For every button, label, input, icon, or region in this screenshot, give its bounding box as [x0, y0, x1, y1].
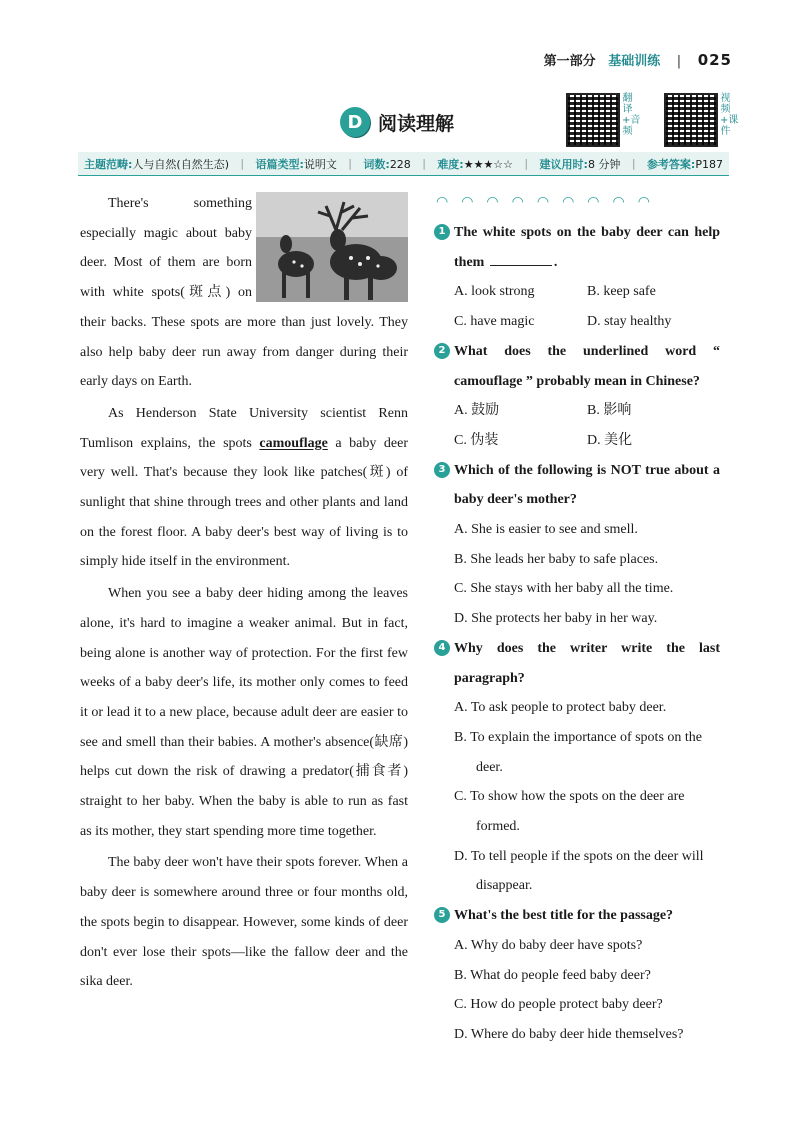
question-5-option-d[interactable]: D. Where do baby deer hide themselves?: [454, 1026, 684, 1042]
paragraph-4-text: The baby deer won't have their spots forever. When a baby deer is somewhere around three or four months old, the spots begin to disappear. However, some kinds of deer don't ever lose their spots—like the fallow deer and the sika deer.: [80, 855, 408, 990]
question-4-option-c[interactable]: C. To show how the spots on the deer are formed.: [454, 789, 685, 835]
question-3-option-d[interactable]: D. She protects her baby in her way.: [454, 611, 658, 627]
qr-label-translation: 翻译+音频: [622, 93, 641, 137]
question-4: [434, 634, 720, 901]
question-3-number: 3: [434, 462, 450, 478]
question-1-option-b[interactable]: B. keep safe: [587, 284, 656, 300]
page-header: [544, 50, 732, 69]
question-4-option-a[interactable]: A. To ask people to protect baby deer.: [454, 700, 667, 716]
qr-label-video: 视频+课件: [720, 93, 739, 137]
question-2-option-c[interactable]: C. 伪装: [454, 432, 499, 448]
info-bar: 主题范畴:人与自然(自然生态) | 语篇类型:说明文 | 词数:228 | 难度:★★★☆☆ | 建议用时:8 分钟 | 参考答案:P187: [78, 152, 729, 176]
section-label: 第一部分: [543, 54, 596, 69]
section-title: [340, 107, 454, 137]
qr-code-translation[interactable]: [566, 93, 620, 147]
underlined-word-camouflage: camouflage: [259, 435, 328, 451]
page-number: 025: [697, 51, 732, 69]
decorative-arcs: ◠◠◠◠◠◠◠◠◠: [436, 194, 663, 210]
question-3-stem: Which of the following is NOT true about a baby deer's mother?: [454, 462, 720, 508]
question-5-number: 5: [434, 907, 450, 923]
info-word-count: 词数:228: [363, 157, 411, 171]
subsection-label: 基础训练: [608, 54, 661, 69]
qr-code-video[interactable]: [664, 93, 718, 147]
question-2-option-a[interactable]: A. 鼓励: [454, 403, 500, 419]
paragraph-3-text: When you see a baby deer hiding among the leaves alone, it's hard to imagine a weaker animal. But in fact, being alone is another way of protection. For the first few weeks of a baby deer's life, its mother only comes to feed it or lead it to a new place, because adult deer are easier to see and smell than their babies. A mother's absence(缺席) helps cut down the risk of drawing a predator(捕食者) straight to her baby. When the baby is able to run as fast as its mother, they start spending more time together.: [80, 586, 408, 839]
info-text-type: 语篇类型:说明文: [255, 157, 337, 171]
question-5-option-a[interactable]: A. Why do baby deer have spots?: [454, 937, 643, 953]
info-time: 建议用时:8 分钟: [539, 157, 621, 171]
question-3-option-b[interactable]: B. She leads her baby to safe places.: [454, 551, 659, 567]
question-4-number: 4: [434, 640, 450, 656]
paragraph-1-text: There's something especially magic about baby deer. Most of them are born with white spots(斑点) on their backs. These spots are more than just lovely. They also help baby deer run away from danger during their early days on Earth.: [80, 196, 408, 390]
question-3-option-c[interactable]: C. She stays with her baby all the time.: [454, 581, 674, 597]
question-5-option-c[interactable]: C. How do people protect baby deer?: [454, 997, 663, 1013]
question-2-option-d[interactable]: D. 美化: [587, 432, 633, 448]
question-3-option-a[interactable]: A. She is easier to see and smell.: [454, 522, 638, 538]
paragraph-2-text: As Henderson State University scientist Renn Tumlison explains, the spots camouflage a baby deer very well. That's because they look like patches(斑) of sunlight that shine through trees and other plants and land on the forest floor. A baby deer's best way of living is to simply hide itself in the environment.: [80, 405, 408, 570]
section-badge: D: [340, 107, 370, 137]
header-divider: |: [676, 54, 682, 69]
question-4-option-b[interactable]: B. To explain the importance of spots on the deer.: [454, 729, 702, 775]
question-1: [434, 218, 720, 337]
question-2: [434, 337, 720, 456]
question-5: [434, 901, 720, 1050]
question-1-option-c[interactable]: C. have magic: [454, 314, 535, 330]
question-4-option-d[interactable]: D. To tell people if the spots on the deer will disappear.: [454, 848, 704, 894]
question-1-option-a[interactable]: A. look strong: [454, 284, 535, 300]
question-4-stem: Why does the writer write the last paragraph?: [454, 640, 720, 686]
info-topic: 主题范畴:人与自然(自然生态): [84, 157, 229, 171]
info-answer-page: 参考答案:P187: [646, 157, 723, 171]
question-2-option-b[interactable]: B. 影响: [587, 403, 632, 419]
question-list: [434, 218, 720, 1050]
question-3: [434, 456, 720, 634]
question-5-option-b[interactable]: B. What do people feed baby deer?: [454, 967, 651, 983]
question-5-stem: What's the best title for the passage?: [454, 908, 674, 924]
question-1-stem: The white spots on the baby deer can help them .: [454, 225, 720, 270]
question-1-number: 1: [434, 224, 450, 240]
question-1-option-d[interactable]: D. stay healthy: [587, 314, 672, 330]
answer-blank: [490, 251, 552, 266]
section-title-text: 阅读理解: [378, 112, 455, 135]
question-2-stem: What does the underlined word “ camouflage ” probably mean in Chinese?: [454, 343, 720, 389]
passage-paragraph-1: [80, 189, 408, 997]
question-2-number: 2: [434, 343, 450, 359]
info-difficulty: 难度:★★★☆☆: [437, 157, 514, 171]
